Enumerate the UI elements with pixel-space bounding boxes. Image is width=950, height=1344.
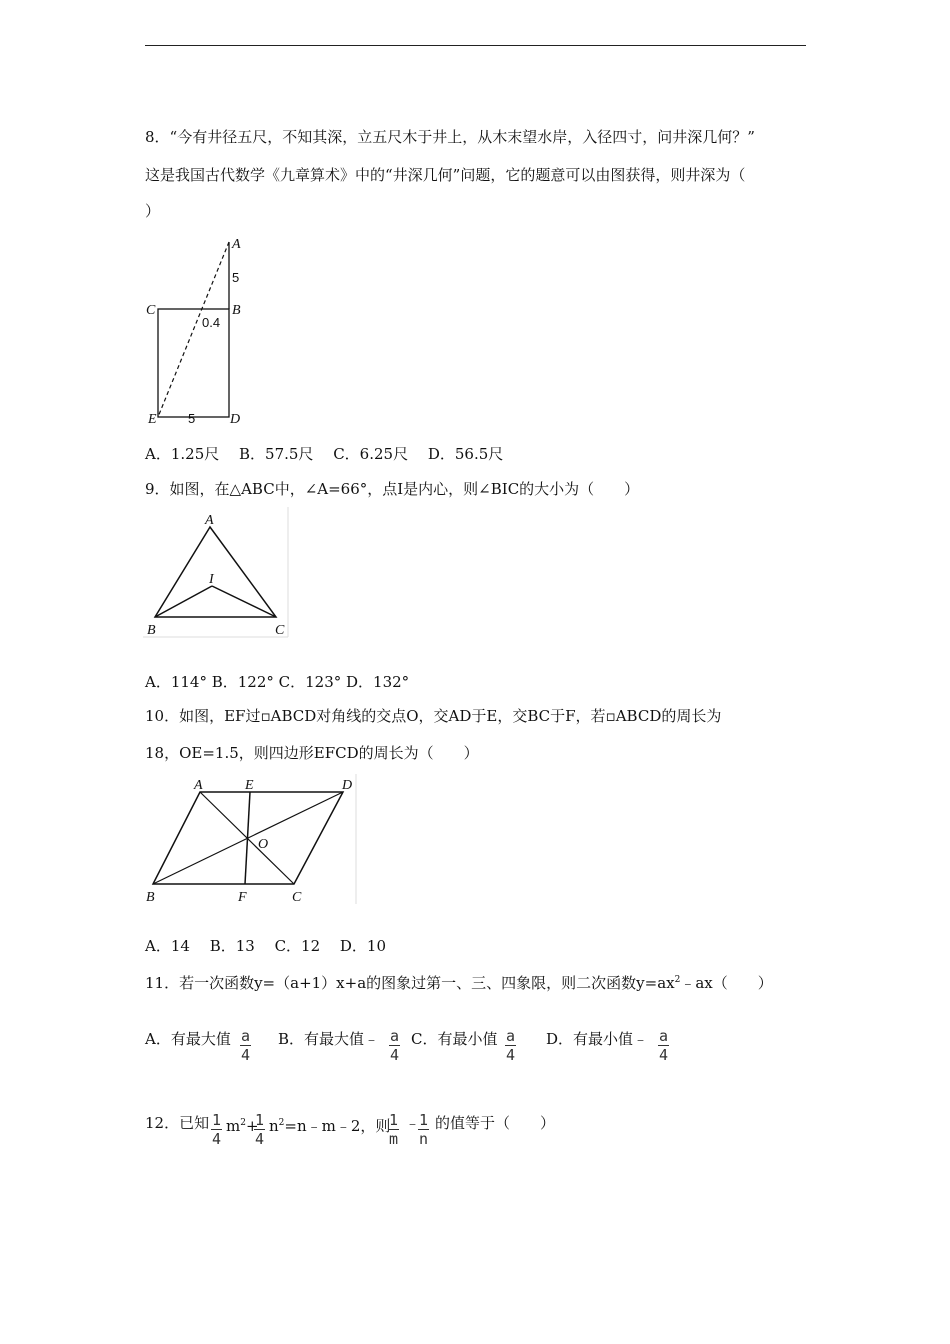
q8-line1: 8．“今有井径五尺，不知其深，立五尺木于井上，从木末望水岸，入径四寸，问井深几何？” [145, 128, 755, 146]
q10-options: A．14 B．13 C．12 D．10 [145, 937, 387, 955]
q11-option-c: C．有最小值 [411, 1030, 498, 1048]
q12-fraction-4-den: n [419, 1130, 429, 1148]
q11-fraction-d [658, 1027, 669, 1064]
q12-n: n [269, 1117, 279, 1135]
q8-well-figure [140, 232, 260, 432]
q11-option-a: A．有最大值 [145, 1030, 231, 1048]
q12-m-sup: 2 [240, 1118, 246, 1128]
q8-line2: 这是我国古代数学《九章算术》中的“井深几何”问题，它的题意可以由图获得，则井深为（ [145, 166, 746, 184]
q10-label-a: A [194, 778, 203, 793]
q12-fraction-4-num: 1 [419, 1111, 429, 1129]
q12-plus: + [245, 1117, 259, 1135]
q11-line1 [145, 970, 773, 993]
q9-label-a: A [205, 513, 214, 528]
q12-fraction-3-num: 1 [389, 1111, 399, 1129]
q12-fraction-2 [254, 1111, 265, 1148]
q12-fraction-1-den: 4 [212, 1130, 222, 1148]
q11-fraction-d-num: a [659, 1027, 669, 1045]
q10-label-o: O [258, 837, 269, 852]
q8-options: A．1.25尺 B．57.5尺 C．6.25尺 D．56.5尺 [145, 445, 504, 463]
q12-middle: =n﹣m﹣2，则 [284, 1117, 391, 1135]
q8-label-ed: 5 [188, 411, 196, 426]
q9-label-c: C [275, 623, 285, 638]
q12-fraction-2-num: 1 [255, 1111, 265, 1129]
q8-label-seg: 0.4 [202, 315, 221, 330]
q10-line1: 10．如图，EF过▫ABCD对角线的交点O，交AD于E，交BC于F，若▫ABCD的周长为 [145, 707, 722, 725]
q12-n-squared [269, 1113, 390, 1136]
q10-line2: 18，OE=1.5，则四边形EFCD的周长为（ ） [145, 744, 479, 762]
q11-fraction-c-den: 4 [506, 1046, 516, 1064]
q11-fraction-a-den: 4 [241, 1046, 251, 1064]
q11-superscript: 2 [674, 975, 681, 985]
q9-triangle-figure [143, 507, 293, 642]
q10-label-f: F [238, 890, 247, 905]
q12-fraction-4 [418, 1111, 429, 1148]
q9-label-b: B [147, 623, 156, 638]
q11-line1-part-a: 11．若一次函数y=（a+1）x+a的图象过第一、三、四象限，则二次函数y=ax [145, 974, 675, 992]
q12-suffix: 的值等于（ ） [435, 1114, 556, 1132]
q8-line3: ） [145, 202, 161, 220]
q11-fraction-d-den: 4 [659, 1046, 669, 1064]
q12-fraction-3 [388, 1111, 399, 1148]
q10-label-d: D [342, 778, 353, 793]
q12-n-sup: 2 [278, 1118, 285, 1128]
q11-option-d: D．有最小值﹣ [546, 1030, 649, 1048]
q12-prefix: 12．已知 [145, 1114, 210, 1132]
q12-fraction-1 [211, 1111, 222, 1148]
q11-fraction-b [389, 1027, 400, 1064]
q9-line1: 9．如图，在△ABC中，∠A=66°，点I是内心，则∠BIC的大小为（ ） [145, 480, 640, 498]
header-rule [145, 45, 806, 46]
q8-label-e: E [148, 412, 157, 427]
q12-fraction-2-den: 4 [255, 1130, 265, 1148]
q8-label-ab: 5 [232, 270, 240, 285]
q12-m: m [226, 1117, 241, 1135]
q11-line1-part-b: ﹣ax（ ） [680, 974, 773, 992]
q12-minus: ﹣ [405, 1114, 421, 1132]
q10-label-b: B [146, 890, 155, 905]
q8-label-c: C [146, 303, 156, 318]
q11-option-b: B．有最大值﹣ [278, 1030, 380, 1048]
q10-label-c: C [292, 890, 302, 905]
q9-options: A．114° B．122° C．123° D．132° [145, 673, 410, 691]
q11-fraction-a-num: a [241, 1027, 251, 1045]
q8-label-d: D [230, 412, 241, 427]
q12-fraction-1-num: 1 [212, 1111, 222, 1129]
q11-fraction-b-den: 4 [390, 1046, 400, 1064]
q9-label-i: I [209, 572, 214, 587]
q11-fraction-a [240, 1027, 251, 1064]
q10-label-e: E [245, 778, 254, 793]
q11-fraction-c-num: a [506, 1027, 516, 1045]
q10-parallelogram-figure [143, 774, 363, 909]
q8-label-a: A [232, 237, 241, 252]
q8-label-b: B [232, 303, 241, 318]
q12-fraction-3-den: m [389, 1130, 399, 1148]
q11-fraction-c [505, 1027, 516, 1064]
q11-fraction-b-num: a [390, 1027, 400, 1045]
